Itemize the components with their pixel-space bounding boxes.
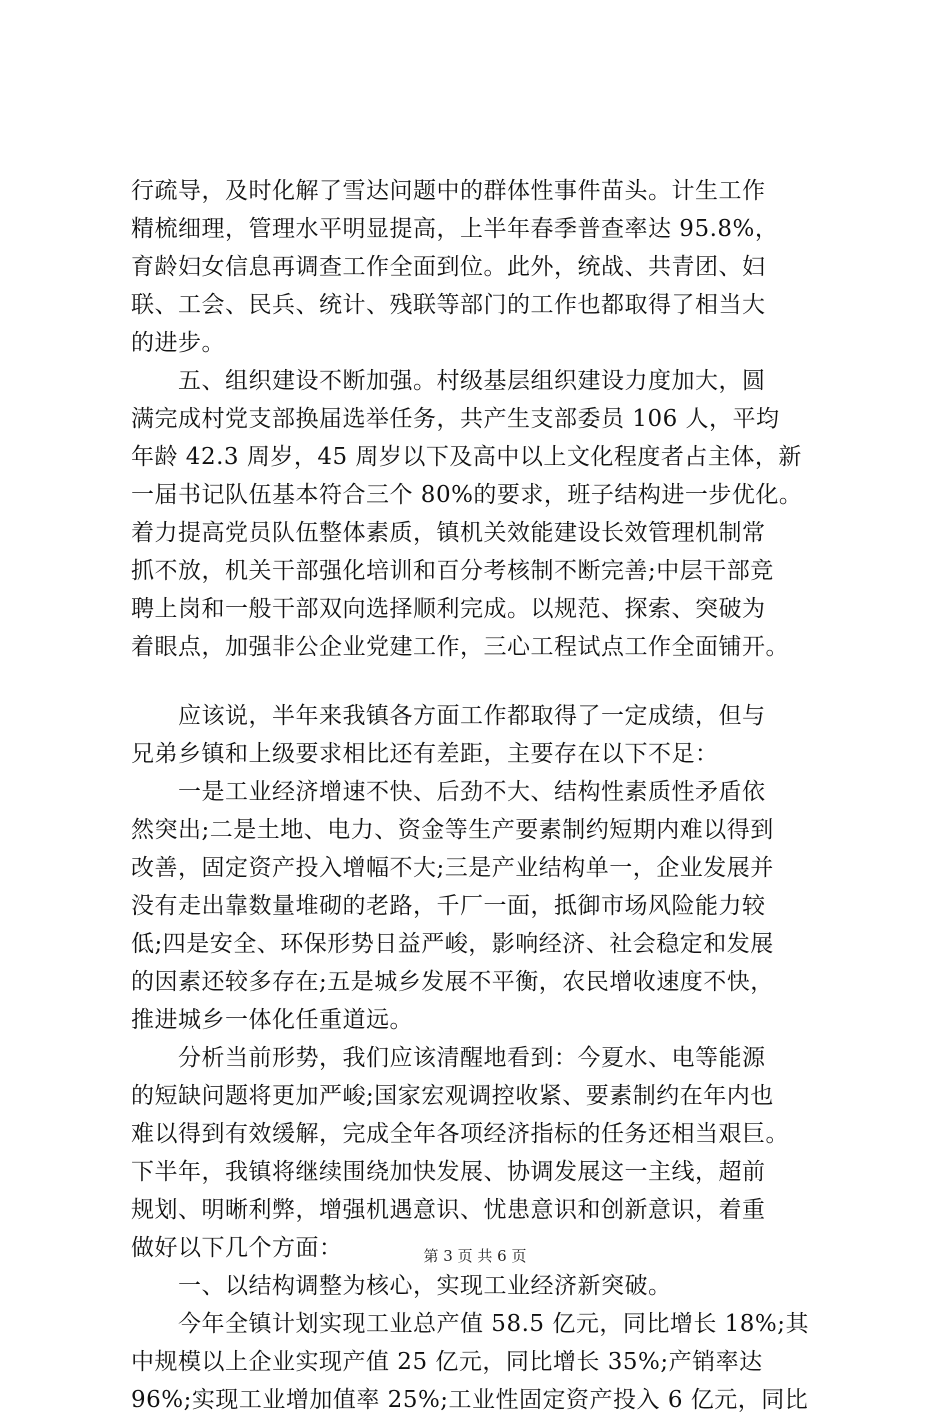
text-line: 没有走出靠数量堆砌的老路，千厂一面，抵御市场风险能力较 xyxy=(131,893,766,919)
text-line: 五、组织建设不断加强。村级基层组织建设力度加大，圆 xyxy=(131,368,766,394)
section-heading: 一、以结构调整为核心，实现工业经济新突破。 xyxy=(131,1273,672,1299)
text-line: 满完成村党支部换届选举任务，共产生支部委员 106 人，平均 xyxy=(131,406,780,432)
paragraph-gap xyxy=(131,666,829,697)
document-body xyxy=(131,172,829,1419)
text-line: 96%;实现工业增加值率 25%;工业性固定资产投入 6 亿元，同比 xyxy=(131,1387,809,1413)
text-line: 分析当前形势，我们应该清醒地看到：今夏水、电等能源 xyxy=(131,1045,766,1071)
text-line: 改善，固定资产投入增幅不大;三是产业结构单一，企业发展并 xyxy=(131,855,774,881)
text-line: 应该说，半年来我镇各方面工作都取得了一定成绩，但与 xyxy=(131,703,766,729)
text-line: 的进步。 xyxy=(131,330,225,356)
text-line: 低;四是安全、环保形势日益严峻，影响经济、社会稳定和发展 xyxy=(131,931,774,957)
text-line: 兄弟乡镇和上级要求相比还有差距，主要存在以下不足： xyxy=(131,741,719,767)
text-line: 一是工业经济增速不快、后劲不大、结构性素质性矛盾依 xyxy=(131,779,766,805)
text-line: 着力提高党员队伍整体素质，镇机关效能建设长效管理机制常 xyxy=(131,520,766,546)
text-line: 的因素还较多存在;五是城乡发展不平衡，农民增收速度不快， xyxy=(131,969,774,995)
paragraph xyxy=(131,1267,829,1305)
text-line: 聘上岗和一般干部双向选择顺利完成。以规范、探索、突破为 xyxy=(131,596,766,622)
text-line: 行疏导，及时化解了雪达问题中的群体性事件苗头。计生工作 xyxy=(131,178,766,204)
text-line: 的短缺问题将更加严峻;国家宏观调控收紧、要素制约在年内也 xyxy=(131,1083,774,1109)
paragraph xyxy=(131,1305,829,1419)
text-line: 难以得到有效缓解，完成全年各项经济指标的任务还相当艰巨。 xyxy=(131,1121,789,1147)
paragraph xyxy=(131,697,829,773)
text-line: 精梳细理，管理水平明显提高，上半年春季普查率达 95.8%， xyxy=(131,216,779,242)
text-line: 一届书记队伍基本符合三个 80%的要求，班子结构进一步优化。 xyxy=(131,482,803,508)
text-line: 下半年，我镇将继续围绕加快发展、协调发展这一主线，超前 xyxy=(131,1159,766,1185)
page-number-footer: 第 3 页 共 6 页 xyxy=(423,1247,527,1265)
paragraph xyxy=(131,362,829,666)
text-line: 联、工会、民兵、统计、残联等部门的工作也都取得了相当大 xyxy=(131,292,766,318)
text-line: 育龄妇女信息再调查工作全面到位。此外，统战、共青团、妇 xyxy=(131,254,766,280)
text-line: 抓不放，机关干部强化培训和百分考核制不断完善;中层干部竞 xyxy=(131,558,774,584)
paragraph xyxy=(131,172,829,362)
text-line: 规划、明晰利弊，增强机遇意识、忧患意识和创新意识，着重 xyxy=(131,1197,766,1223)
text-line: 年龄 42.3 周岁，45 周岁以下及高中以上文化程度者占主体，新 xyxy=(131,444,802,470)
text-line: 然突出;二是土地、电力、资金等生产要素制约短期内难以得到 xyxy=(131,817,774,843)
paragraph xyxy=(131,773,829,1039)
text-line: 中规模以上企业实现产值 25 亿元，同比增长 35%;产销率达 xyxy=(131,1349,763,1375)
text-line: 今年全镇计划实现工业总产值 58.5 亿元，同比增长 18%;其 xyxy=(131,1311,810,1337)
text-line: 推进城乡一体化任重道远。 xyxy=(131,1007,413,1033)
paragraph xyxy=(131,1039,829,1267)
text-line: 着眼点，加强非公企业党建工作，三心工程试点工作全面铺开。 xyxy=(131,634,789,660)
text-line: 做好以下几个方面： xyxy=(131,1235,343,1261)
